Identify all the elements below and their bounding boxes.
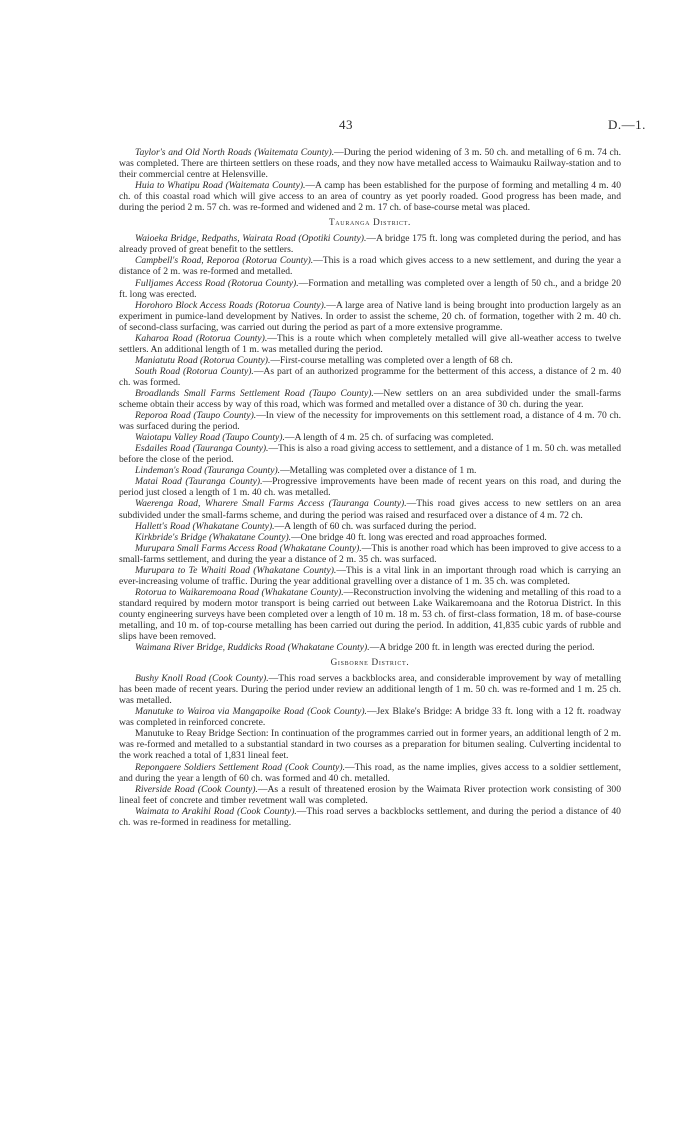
- road-entry-text: —Metalling was completed over a distance of 1 m.: [280, 465, 477, 477]
- road-entry-text: —This road, as the name implies, gives access to a soldier settlement, and during the year a length of 60 ch. was formed and 40 ch. metalled.: [119, 761, 621, 784]
- road-entry: [119, 642, 621, 653]
- road-entry-title: Fulljames Access Road (Rotorua County).: [135, 277, 299, 289]
- road-entry: [119, 300, 621, 333]
- road-entry-text: —This road serves a backblocks area, and considerable improvement by way of metalling has been made of recent years. During the period under review an additional length of 1 m. 50 ch. was re-formed and 1 m. 25 ch. was metalled.: [119, 673, 621, 707]
- road-entry-text: —Formation and metalling was completed over a length of 50 ch., and a bridge 20 ft. long was erected.: [119, 277, 622, 300]
- road-entry-text: Manutuke to Reay Bridge Section: In continuation of the programmes carried out in former years, an additional length of 2 m. was re-formed and metalled to a substantial standard in two courses as a preparation for bitumen sealing. Culverting incidental to the work reached a total of 1,831 lineal feet.: [119, 728, 621, 762]
- page-number: 43: [339, 117, 353, 132]
- road-entry: [119, 521, 621, 532]
- road-entry: [119, 465, 621, 476]
- road-entry-text: —Reconstruction involving the widening and metalling of this road to a standard required by modern motor transport is being carried out between Lake Waikaremoana and the Rotorua District. In this county engineering surveys have been completed over a length of 10 m. 18 m. 53 ch. of first-class formation, 18 m. of base-course metalling, and 10 m. of top-course metalling has been carried out during the period. In addition, 41,835 cubic yards of rubble and slips have been removed.: [119, 586, 621, 643]
- road-entry-title: Maniatutu Road (Rotorua County).: [135, 354, 271, 366]
- road-entry-text: —One bridge 40 ft. long was erected and road approaches formed.: [291, 531, 547, 543]
- road-entry-title: Bushy Knoll Road (Cook County).: [135, 673, 269, 685]
- road-entry-text: —As a result of threatened erosion by the Waimata River protection work consisting of 300 lineal feet of concrete and timber revetment wall was completed.: [119, 783, 621, 806]
- road-entry: [119, 565, 621, 587]
- road-entry: [119, 333, 621, 355]
- road-entry: [119, 432, 621, 443]
- road-entry: [119, 806, 621, 828]
- road-entry-title: Kirkbride's Bridge (Whakatane County).: [135, 531, 292, 543]
- road-entry: [119, 388, 621, 410]
- road-entry-title: Taylor's and Old North Roads (Waitemata County).: [135, 147, 335, 158]
- road-entry-title: Murupara to Te Whaiti Road (Whakatane County).: [135, 564, 337, 576]
- road-entry-text: —Progressive improvements have been made of recent years on this road, and during the period just closed a length of 1 m. 40 ch. was metalled.: [119, 476, 621, 499]
- road-entry: [119, 532, 621, 543]
- road-entry-text: —A camp has been established for the purpose of forming and metalling 4 m. 40 ch. of this coastal road which will give access to an area of country as yet poorly roaded. Good progress has been made, and during the period 2 m. 57 ch. was re-formed and widened and 2 m. 17 ch. of base-course metal was placed.: [119, 180, 621, 214]
- road-entry-text: —A length of 60 ch. was surfaced during the period.: [274, 520, 477, 532]
- section: [119, 217, 621, 653]
- road-entry-text: —This is a road which gives access to a new settlement, and during the year a distance of 2 m. was re-formed and metalled.: [119, 255, 621, 278]
- road-entry: [119, 233, 621, 255]
- road-entry: [119, 498, 621, 520]
- road-entry-title: Esdailes Road (Tauranga County).: [135, 443, 269, 455]
- road-entry-title: Lindeman's Road (Tauranga County).: [135, 465, 281, 477]
- road-entry: [119, 784, 621, 806]
- section: [119, 147, 621, 213]
- road-entry-text: —This is a vital link in an important through road which is carrying an ever-increasing volume of traffic. During the year additional gravelling over a distance of 1 m. 35 ch. was completed.: [119, 564, 621, 587]
- road-entry-title: Rotorua to Waikaremoana Road (Whakatane County).: [135, 586, 344, 598]
- road-entry: [119, 543, 621, 565]
- road-entry-text: —This road gives access to new settlers on an area subdivided under the small-farms scheme, and during the period was raised and resurfaced over a distance of 4 m. 72 ch.: [119, 498, 621, 521]
- section-heading: Tauranga District.: [328, 217, 412, 228]
- road-entry-title: Waerenga Road, Wharere Small Farms Access (Tauranga County).: [135, 498, 407, 510]
- road-entry-title: Waimata to Arakihi Road (Cook County).: [135, 805, 297, 817]
- road-entry-text: —A large area of Native land is being brought into production largely as an experiment in pumice-land development by Natives. In order to assist the scheme, 20 ch. of formation, together with 2 m. 40 ch. of second-class surfacing, was carried out during the period as part of a more extensive programme.: [119, 299, 621, 333]
- road-entry: [119, 355, 621, 366]
- road-entry: [119, 366, 621, 388]
- road-entry-title: Campbell's Road, Reporoa (Rotorua County).: [135, 255, 314, 267]
- road-entry-text: —A bridge 175 ft. long was completed during the period, and has already proved of great benefit to the settlers.: [119, 233, 621, 256]
- road-entry-title: Murupara Small Farms Access Road (Whakatane County).: [135, 542, 362, 554]
- road-entry: [119, 762, 621, 784]
- road-entry-title: Matai Road (Tauranga County).: [135, 476, 263, 488]
- road-entry-title: Repongaere Soldiers Settlement Road (Cook County).: [135, 761, 346, 773]
- section: [119, 657, 621, 828]
- road-entry-text: —A length of 4 m. 25 ch. of surfacing was completed.: [284, 432, 494, 444]
- road-entry-title: Waioeka Bridge, Redpaths, Wairata Road (Opotiki County).: [135, 233, 367, 245]
- road-entry: [119, 587, 621, 642]
- road-entry: [119, 706, 621, 728]
- road-entry-title: Riverside Road (Cook County).: [135, 783, 258, 795]
- road-entry: [119, 443, 621, 465]
- road-entry-title: Broadlands Small Farms Settlement Road (Taupo County).: [135, 387, 374, 399]
- road-entry-text: —As part of an authorized programme for the betterment of this access, a distance of 2 m. 40 ch. was formed.: [119, 365, 621, 388]
- road-entry: [119, 410, 621, 432]
- road-entry-text: —First-course metalling was completed over a length of 68 ch.: [270, 354, 513, 366]
- road-entry: [119, 147, 621, 180]
- road-entry-text: —A bridge 200 ft. in length was erected during the period.: [369, 642, 595, 654]
- document-body: [119, 147, 621, 828]
- road-entry-title: Horohoro Block Access Roads (Rotorua County).: [135, 299, 327, 311]
- section-heading: Gisborne District.: [330, 657, 410, 668]
- road-entry: [119, 673, 621, 706]
- document-reference: D.—1.: [608, 117, 646, 132]
- road-entry-title: Kaharoa Road (Rotorua County).: [135, 332, 268, 344]
- road-entry: [119, 476, 621, 498]
- road-entry-text: —Jex Blake's Bridge: A bridge 33 ft. long with a 12 ft. roadway was completed in reinforced concrete.: [119, 706, 621, 729]
- road-entry-text: —This is also a road giving access to settlement, and a distance of 1 m. 50 ch. was metalled before the close of the period.: [119, 443, 621, 466]
- road-entry-title: Manutuke to Wairoa via Mangapoike Road (Cook County).: [135, 706, 367, 718]
- road-entry-text: —This road serves a backblocks settlement, and during the period a distance of 40 ch. was re-formed in readiness for metalling.: [119, 805, 621, 828]
- road-entry-title: Hallett's Road (Whakatane County).: [135, 520, 275, 532]
- road-entry-text: —In view of the necessity for improvements on this settlement road, a distance of 4 m. 70 ch. was surfaced during the period.: [119, 410, 621, 433]
- road-entry: [119, 180, 621, 213]
- road-entry-title: Huia to Whatipu Road (Waitemata County).: [135, 180, 306, 192]
- road-entry: [119, 278, 621, 300]
- road-entry-text: —During the period widening of 3 m. 50 ch. and metalling of 6 m. 74 ch. was completed. There are thirteen settlers on these roads, and they now have metalled access to Waimauku Railway-station and to their commercial centre at Helensville.: [119, 147, 621, 181]
- road-entry-title: Waimana River Bridge, Ruddicks Road (Whakatane County).: [135, 642, 370, 654]
- road-entry: [119, 255, 621, 277]
- road-entry-text: —This is a route which when completely metalled will give all-weather access to twelve settlers. An additional length of 1 m. was metalled during the period.: [119, 332, 622, 355]
- road-entry-text: —New settlers on an area subdivided under the small-farms scheme obtain their access by way of this road, which was formed and metalled over a distance of 30 ch. during the year.: [119, 387, 621, 411]
- road-entry: [119, 728, 621, 761]
- road-entry-title: South Road (Rotorua County).: [135, 365, 254, 377]
- road-entry-title: Reporoa Road (Taupo County).: [135, 410, 257, 422]
- road-entry-title: Waiotapu Valley Road (Taupo County).: [135, 432, 285, 444]
- road-entry-text: —This is another road which has been improved to give access to a small-farms settlement, and during the year a distance of 2 m. 35 ch. was surfaced.: [119, 542, 621, 565]
